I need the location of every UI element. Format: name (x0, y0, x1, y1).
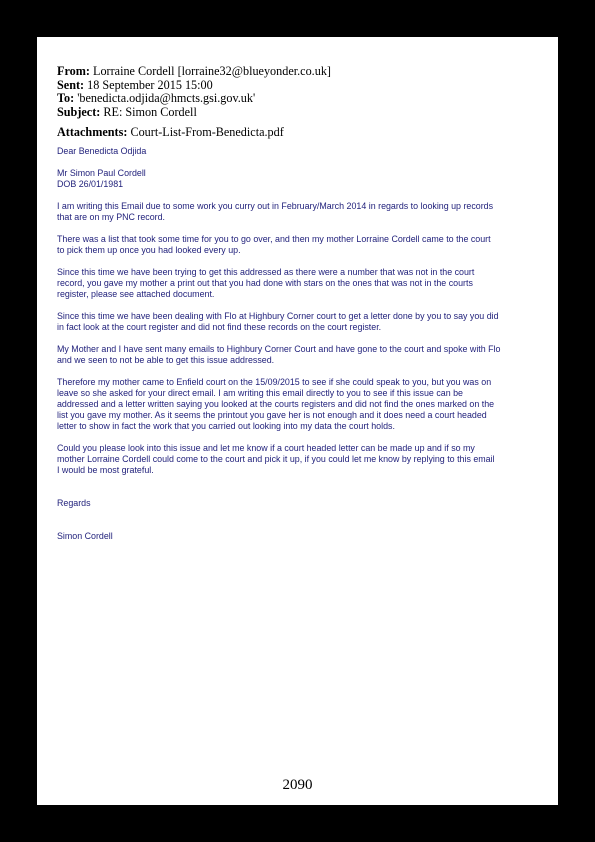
sent-row (57, 79, 537, 93)
to-value: 'benedicta.odjida@hmcts.gsi.gov.uk' (77, 91, 256, 106)
subject-value: RE: Simon Cordell (103, 104, 197, 119)
to-row (57, 92, 537, 106)
from-row (57, 65, 537, 79)
subject-row (57, 106, 537, 120)
from-value: Lorraine Cordell [lorraine32@blueyonder.co.uk] (93, 64, 331, 78)
sent-label: Sent: (57, 77, 85, 92)
body-paragraph: I am writing this Email due to some work you curry out in February/March 2014 in regards to looking up records that are on my PNC record. (57, 201, 494, 222)
email-header (57, 65, 537, 140)
to-label: To: (57, 91, 75, 106)
body-paragraph: Since this time we have been dealing with Flo at Highbury Corner court to get a letter done by you to say you did in fact look at the court register and did not find these records on the court register. (57, 311, 499, 332)
body-paragraph: Therefore my mother came to Enfield court on the 15/09/2015 to see if she could speak to you, but you was on leave so she asked for your direct email. I am writing this email directly to you to see if this issue can be addressed and a letter written saying you looked at the courts registers and did not find the ones marked on the list you gave my mother. As it seems the printout you gave her is not enough and it does need a court headed letter to show in fact the work that you carried out looking into my data the court holds. (57, 377, 495, 431)
subject-label: Subject: (57, 104, 101, 119)
document-page (37, 37, 558, 805)
sent-value: 18 September 2015 15:00 (87, 77, 213, 92)
page-number: 2090 (282, 777, 313, 793)
name-line: Mr Simon Paul Cordell (57, 168, 146, 178)
body-paragraph: Could you please look into this issue and let me know if a court headed letter can be made up and if so my mother Lorraine Cordell could come to the court and pick it up, if you could let me know by replying to this email I would be most grateful. (57, 443, 495, 475)
body-paragraph: There was a list that took some time for you to go over, and then my mother Lorraine Cordell came to the court to pick them up once you had looked every up. (57, 234, 491, 255)
attachments-label: Attachments: (57, 125, 128, 140)
signature: Simon Cordell (57, 531, 113, 541)
attachments-value: Court-List-From-Benedicta.pdf (130, 125, 284, 140)
dob-line: DOB 26/01/1981 (57, 179, 124, 189)
greeting: Dear Benedicta Odjida (57, 146, 147, 156)
body-paragraph: My Mother and I have sent many emails to Highbury Corner Court and have gone to the court and spoke with Flo and we seen to not be able to get this issue addressed. (57, 344, 501, 365)
from-label: From: (57, 64, 90, 78)
body-paragraph: Since this time we have been trying to get this addressed as there were a number that was not in the court record, you gave my mother a print out that you had done with stars on the ones that was not in the courts register, please see attached document. (57, 267, 475, 299)
email-body (57, 146, 547, 542)
attachments-row (57, 126, 537, 140)
closing: Regards (57, 498, 91, 508)
